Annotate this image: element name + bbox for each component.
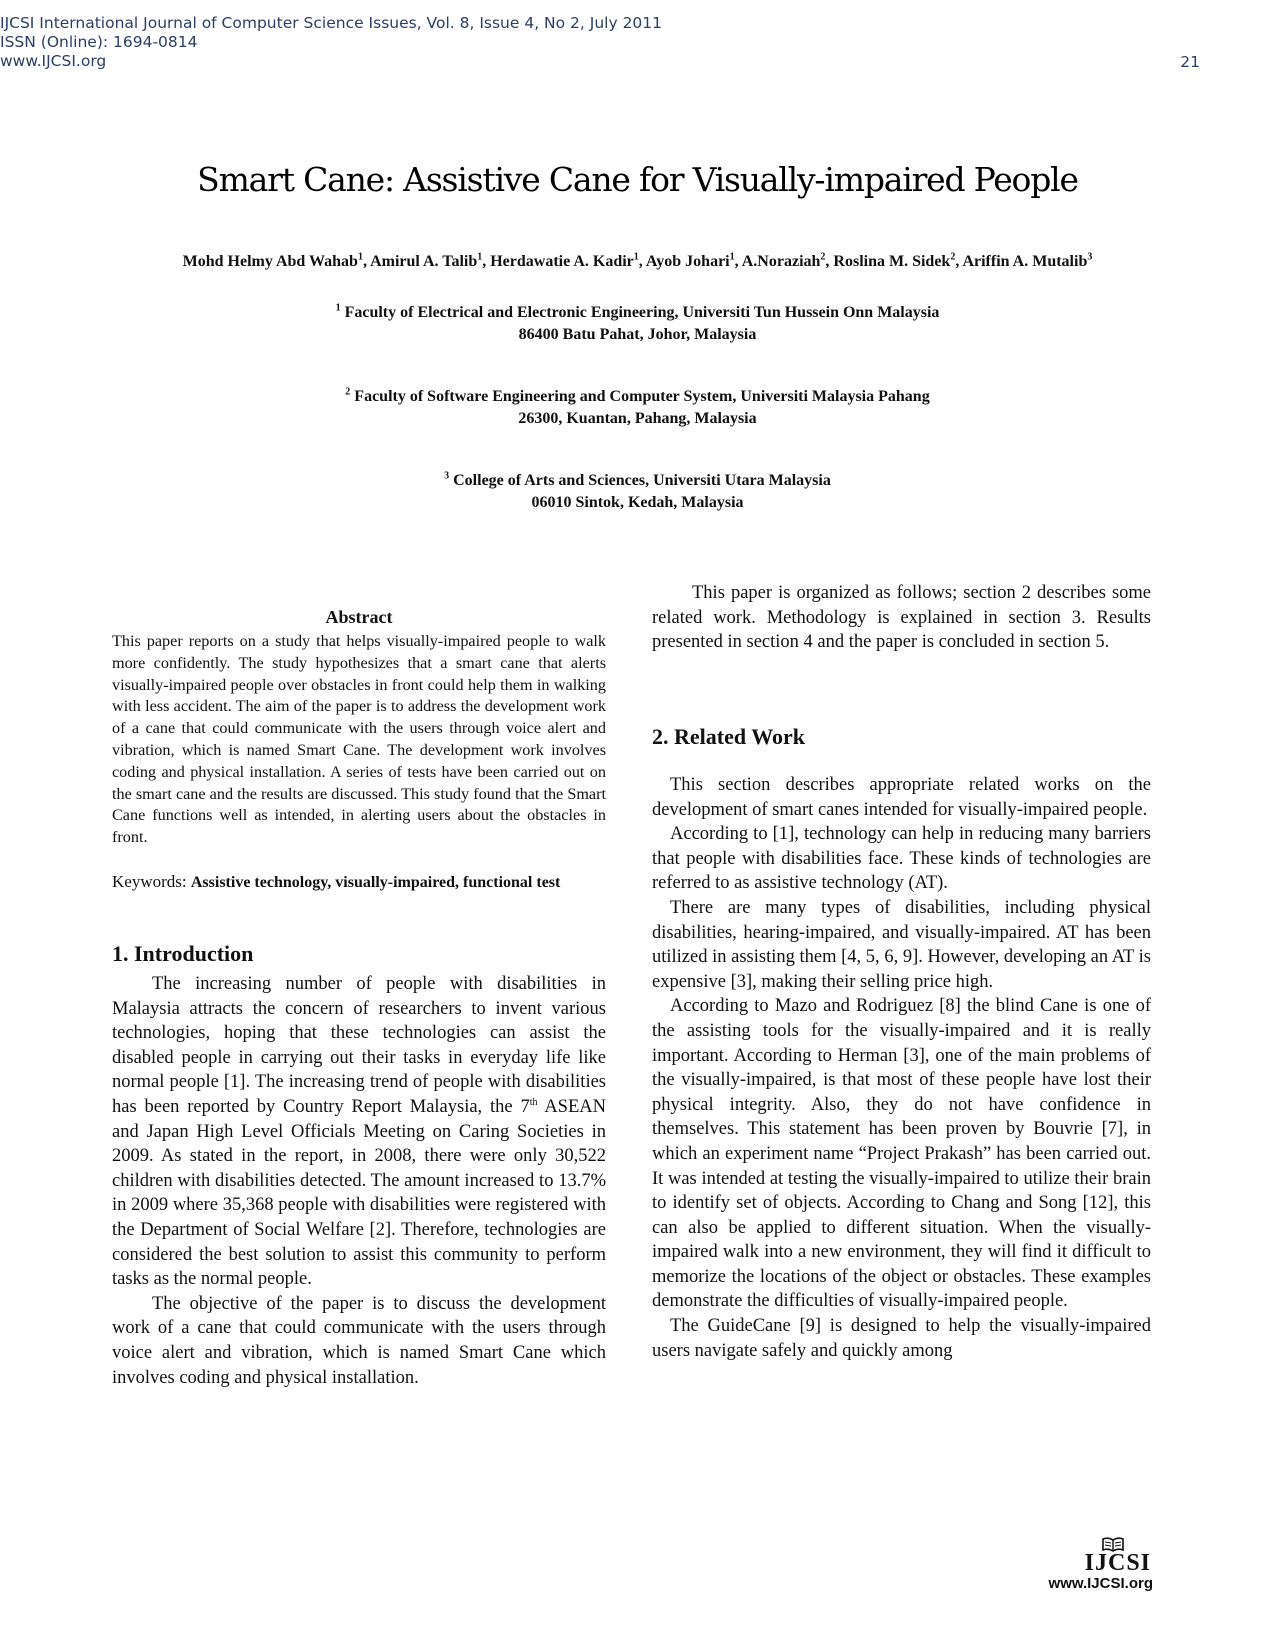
related-work-paragraph: The GuideCane [9] is designed to help the visually-impaired users navigate safely and quickly among [652, 1316, 1151, 1361]
author-name: A.Noraziah [741, 253, 821, 270]
introduction-body [112, 972, 606, 1390]
author-name: Roslina M. Sidek [833, 253, 951, 270]
author-name: Ariffin A. Mutalib [962, 253, 1088, 270]
paper-title: Smart Cane: Assistive Cane for Visually-impaired People [197, 160, 1078, 199]
affiliation-1: $^1$ Faculty of Electrical and Electronic Engineering, Universiti Tun Hussein Onn Malaysia 86400 Batu Pahat, Johor, Malaysia [335, 302, 940, 343]
keywords-label: Keywords: [112, 872, 187, 891]
keywords [112, 870, 606, 894]
journal-citation: IJCSI International Journal of Computer Science Issues, Vol. 8, Issue 4, No 2, July 2011 [0, 14, 663, 32]
page-number: 21 [1180, 53, 1200, 71]
author-name: Herdawatie A. Kadir [490, 253, 634, 270]
journal-website[interactable]: www.IJCSI.org [0, 52, 107, 70]
affiliation-3: $^3$ College of Arts and Sciences, Universiti Utara Malaysia 06010 Sintok, Kedah, Malaysia [444, 470, 831, 511]
journal-header [0, 14, 1210, 71]
related-work-heading: 2. Related Work [652, 724, 805, 749]
introduction-paragraph: The objective of the paper is to discuss the development work of a cane that could communicate with the users through voice alert and vibration, which is named Smart Cane which involves coding and physical installation. [112, 1293, 606, 1388]
related-work-paragraph: According to [1], technology can help in reducing many barriers that people with disabilities face. These kinds of technologies are referred to as assistive technology (AT). [652, 824, 1151, 894]
author-list: Mohd Helmy Abd Wahab$^1$, Amirul A. Talib$^1$, Herdawatie A. Kadir$^1$, Ayob Johari$^1$, A.Noraziah$^2$, Roslina M. Sidek$^2$, Ariffin A. Mutalib$^3$ [182, 251, 1093, 270]
abstract-text: This paper reports on a study that helps visually-impaired people to walk more confidently. The study hypothesizes that a smart cane that alerts visually-impaired people over obstacles in front could help them in walking with less accident. The aim of the paper is to address the development work of a cane that could communicate with the users through voice alert and vibration, which is named Smart Cane. The development work involves coding and physical installation. A series of tests have been carried out on the smart cane and the results are discussed. This study found that the Smart Cane functions well as intended, in alerting users about the obstacles in front. [112, 632, 606, 847]
journal-issn: ISSN (Online): 1694-0814 [0, 33, 198, 51]
related-work-paragraph: This section describes appropriate related works on the development of smart canes intended for visually-impaired people. [652, 775, 1151, 820]
author-name: Ayob Johari [645, 253, 730, 270]
author-name: Amirul A. Talib [370, 253, 478, 270]
ijcsi-logo [1013, 1536, 1153, 1594]
related-work-paragraph: According to Mazo and Rodriguez [8] the blind Cane is one of the assisting tools for the visually-impaired and it is really important. According to Herman [3], one of the main problems of the visually-impaired, is that most of these people have lost their physical integrity. Also, they do not have confidence in themselves. This statement has been proven by Bouvrie [7], in which an experiment name “Project Prakash” has been carried out. It was intended at testing the visually-impaired to utilize their brain to identify set of objects. According to Chang and Song [12], this can also be applied to different situation. When the visually-impaired walk into a new environment, they will find it difficult to memorize the locations of the object or obstacles. These examples demonstrate the difficulties of visually-impaired people. [652, 996, 1151, 1312]
abstract-heading: Abstract [325, 607, 393, 627]
introduction-paragraph: The increasing number of people with disabilities in Malaysia attracts the concern of researchers to invent various technologies, hoping that these technologies can assist the disabled people in carrying out their tasks in everyday life like normal people [1]. The increasing trend of people with disabilities has been reported by Country Report Malaysia, the 7th ASEAN and Japan High Level Officials Meeting on Caring Societies in 2009. As stated in the report, in 2008, there were only 30,522 children with disabilities detected. The amount increased to 13.7% in 2009 where 35,368 people with disabilities were registered with the Department of Social Welfare [2]. Therefore, technologies are considered the best solution to assist this community to perform tasks as the normal people. [112, 974, 606, 1290]
logo-text: IJCSI [1084, 1550, 1151, 1576]
introduction-heading: 1. Introduction [112, 941, 254, 966]
affiliation-2: $^2$ Faculty of Software Engineering and Computer System, Universiti Malaysia Pahang 26300, Kuantan, Pahang, Malaysia [345, 386, 930, 427]
logo-url[interactable]: www.IJCSI.org [1048, 1575, 1153, 1592]
keywords-list: Assistive technology, visually-impaired, functional test [190, 874, 561, 891]
organization-paragraph: This paper is organized as follows; section 2 describes some related work. Methodology is explained in section 3. Results presented in section 4 and the paper is concluded in section 5. [652, 583, 1151, 653]
organization-paragraph-block [652, 581, 1151, 655]
author-name: Mohd Helmy Abd Wahab [182, 253, 358, 270]
related-work-paragraph: There are many types of disabilities, including physical disabilities, hearing-impaired, and visually-impaired. AT has been utilized in assisting them [4, 5, 6, 9]. However, developing an AT is expensive [3], making their selling price high. [652, 897, 1151, 992]
related-work-body [652, 773, 1151, 1363]
